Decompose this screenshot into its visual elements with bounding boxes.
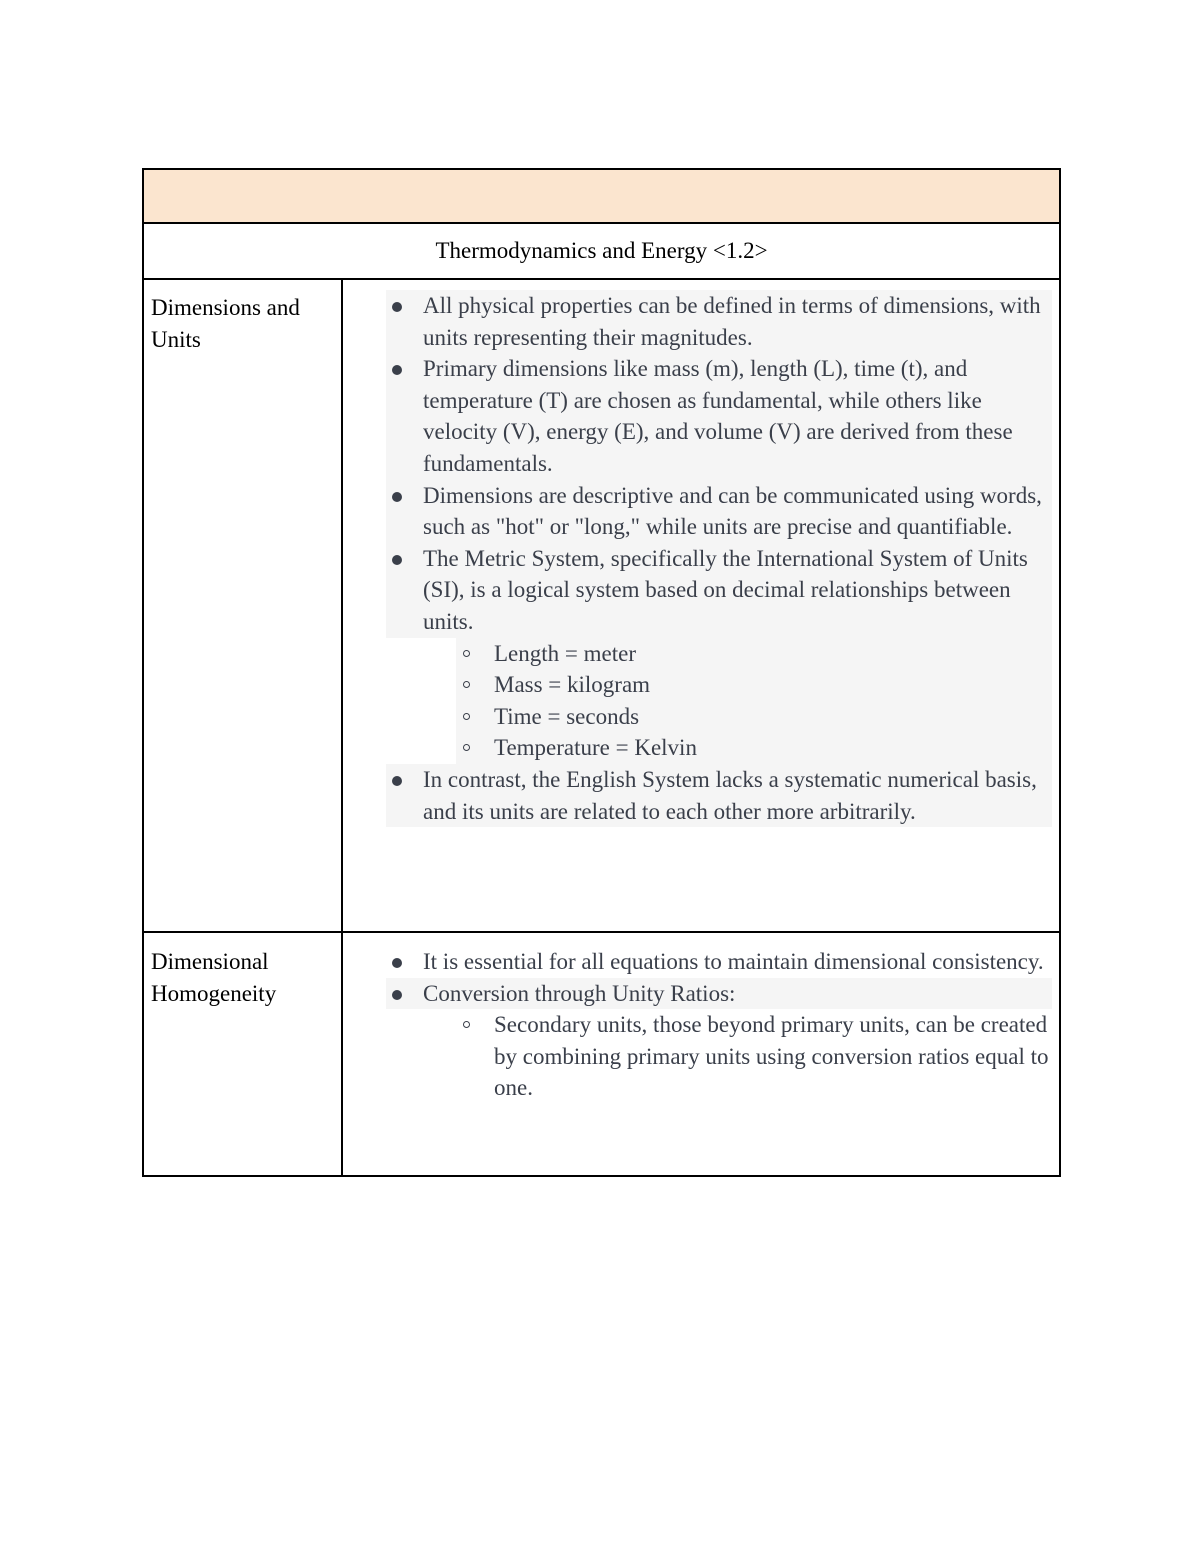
- bullet-item: [386, 946, 1052, 978]
- table-title: Thermodynamics and Energy <1.2>: [144, 224, 1059, 280]
- bullet-icon: [392, 990, 402, 1000]
- hollow-bullet-icon: [463, 713, 470, 720]
- sub-bullet-item: [386, 1009, 1052, 1104]
- bullet-icon: [392, 776, 402, 786]
- bullet-text: Conversion through Unity Ratios:: [423, 980, 736, 1006]
- hollow-bullet-icon: [463, 1021, 470, 1028]
- bullet-item: [386, 353, 1052, 479]
- bullet-text: The Metric System, specifically the International System of Units (SI), is a logical system based on decimal relationships between units.: [423, 545, 1028, 634]
- sub-bullet-item: [456, 638, 1052, 670]
- row-content-dimensions-and-units: [386, 290, 1052, 827]
- bullet-text: Dimensions are descriptive and can be communicated using words, such as "hot" or "long," while units are precise and quantifiable.: [423, 482, 1042, 540]
- row-label-dimensions-and-units: Dimensions and Units: [151, 295, 300, 352]
- hollow-bullet-icon: [463, 744, 470, 751]
- bullet-text: It is essential for all equations to maintain dimensional consistency.: [423, 949, 1044, 974]
- notes-table: [142, 168, 1061, 1177]
- sub-bullet-text: Mass = kilogram: [494, 672, 651, 698]
- hollow-bullet-icon: [463, 681, 470, 688]
- bullet-text: Primary dimensions like mass (m), length (L), time (t), and temperature (T) are chosen as fundamental, while others like velocity (V), energy (E), and volume (V) are derived from these fundamentals.: [423, 356, 1013, 476]
- sub-bullet-text: Secondary units, those beyond primary units, can be created by combining primary units using conversion ratios equal to one.: [494, 1012, 1049, 1101]
- sub-bullet-text: Temperature = Kelvin: [494, 735, 697, 761]
- sub-bullet-text: Time = seconds: [494, 703, 640, 729]
- bullet-item: [386, 764, 1052, 827]
- bullet-icon: [392, 365, 402, 375]
- column-divider: [341, 278, 343, 1177]
- row-content-dimensional-homogeneity: [386, 946, 1052, 1104]
- header-band: [144, 170, 1059, 224]
- bullet-item: [386, 978, 1052, 1010]
- sub-bullet-text: Length = meter: [494, 640, 636, 666]
- bullet-item: [386, 480, 1052, 543]
- bullet-text: All physical properties can be defined in terms of dimensions, with units representing their magnitudes.: [423, 293, 1041, 350]
- row-divider: [144, 931, 1059, 933]
- bullet-icon: [392, 492, 402, 502]
- sub-bullet-item: [456, 732, 1052, 764]
- row-label-dimensional-homogeneity: Dimensional Homogeneity: [151, 949, 277, 1006]
- bullet-item: [386, 290, 1052, 353]
- sub-bullet-item: [456, 701, 1052, 733]
- bullet-icon: [392, 555, 402, 565]
- bullet-item: [386, 543, 1052, 638]
- bullet-icon: [392, 958, 402, 968]
- bullet-icon: [392, 302, 402, 312]
- bullet-text: In contrast, the English System lacks a systematic numerical basis, and its units are related to each other more arbitrarily.: [423, 766, 1037, 824]
- sub-bullet-item: [456, 669, 1052, 701]
- hollow-bullet-icon: [463, 650, 470, 657]
